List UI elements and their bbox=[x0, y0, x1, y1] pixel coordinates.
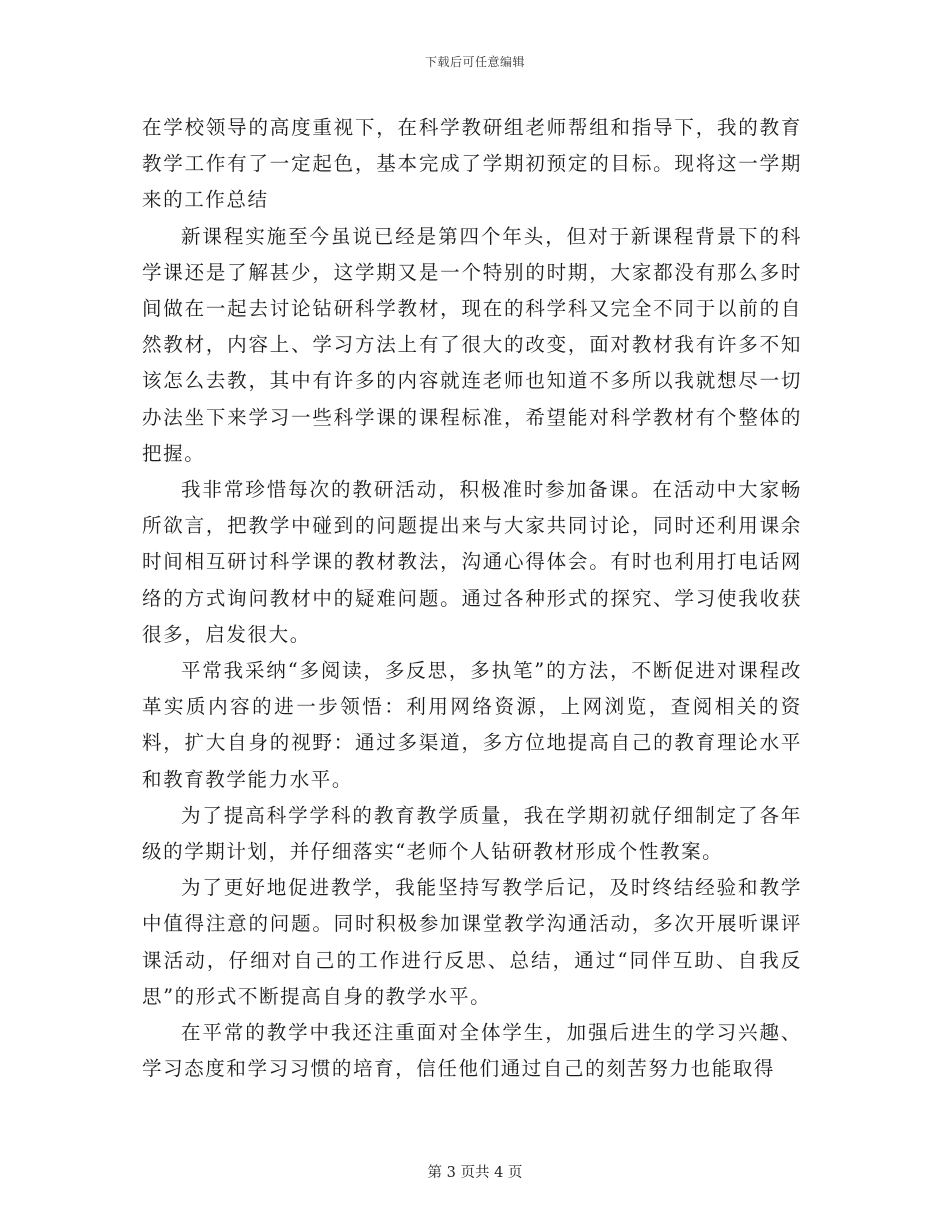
document-body bbox=[142, 110, 802, 1087]
paragraph-teaching-notes: 为了更好地促进教学，我能坚持写教学后记，及时终结经验和教学中值得注意的问题。同时积极参加课堂教学沟通活动，多次开展听课评课活动，仔细对自己的工作进行反思、总结，通过“同伴互助、自我反思”的形式不断提高自身的教学水平。 bbox=[142, 876, 802, 1008]
page-footer: 第 3 页共 4 页 bbox=[427, 1165, 523, 1181]
page-header: 下载后可任意编辑 bbox=[424, 55, 525, 69]
paragraph-intro: 在学校领导的高度重视下，在科学教研组老师帮组和指导下，我的教育教学工作有了一定起色，基本完成了学期初预定的目标。现将这一学期来的工作总结 bbox=[142, 116, 802, 212]
paragraph-new-curriculum: 新课程实施至今虽说已经是第四个年头，但对于新课程背景下的科学课还是了解甚少，这学期又是一个特别的时期，大家都没有那么多时间做在一起去讨论钻研科学教材，现在的科学科又完全不同于以前的自然教材，内容上、学习方法上有了很大的改变，面对教材我有许多不知该怎么去教，其中有许多的内容就连老师也知道不多所以我就想尽一切办法坐下来学习一些科学课的课程标准，希望能对科学教材有个整体的把握。 bbox=[142, 224, 802, 465]
paragraph-semester-plan: 为了提高科学学科的教育教学质量，我在学期初就仔细制定了各年级的学期计划，并仔细落实“老师个人钻研教材形成个性教案。 bbox=[142, 803, 802, 864]
paragraph-teaching-research: 我非常珍惜每次的教研活动，积极准时参加备课。在活动中大家畅所欲言，把教学中碰到的问题提出来与大家共同讨论，同时还利用课余时间相互研讨科学课的教材教法，沟通心得体会。有时也利用打电话网络的方式询问教材中的疑难问题。通过各种形式的探究、学习使我收获很多，启发很大。 bbox=[142, 478, 802, 646]
paragraph-all-students: 在平常的教学中我还注重面对全体学生，加强后进生的学习兴趣、学习态度和学习习惯的培育，信任他们通过自己的刻苦努力也能取得 bbox=[142, 1021, 802, 1081]
paragraph-reading-reflection: 平常我采纳“多阅读，多反思，多执笔”的方法，不断促进对课程改革实质内容的进一步领悟：利用网络资源，上网浏览，查阅相关的资料，扩大自身的视野：通过多渠道，多方位地提高自己的教育理论水平和教育教学能力水平。 bbox=[142, 659, 802, 791]
